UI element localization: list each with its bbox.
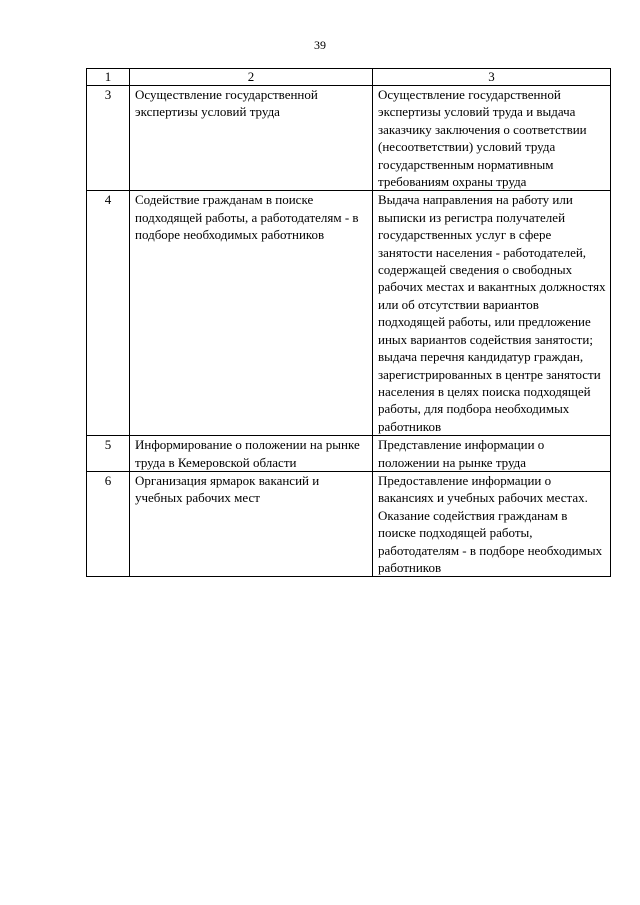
table-header-row xyxy=(87,69,611,86)
service-result: Выдача направления на работу или выписки из регистра получателей государственных услуг в сфере занятости населения - работодателей, содержащей сведения о свободных рабочих местах и вакантных должностях или об отсутствии вариантов подходящей работы, или предложение иных вариантов содействия занятости; выдача перечня кандидатур граждан, зарегистрированных в центре занятости населения в целях поиска подходящей работы, для подбора необходимых работников xyxy=(373,191,611,436)
row-number: 6 xyxy=(87,471,130,576)
services-table xyxy=(86,68,611,577)
service-name: Организация ярмарок вакансий и учебных рабочих мест xyxy=(130,471,373,576)
service-result: Представление информации о положении на рынке труда xyxy=(373,436,611,472)
table-row xyxy=(87,191,611,436)
table-row xyxy=(87,436,611,472)
service-name: Содействие гражданам в поиске подходящей работы, а работодателям - в подборе необходимых работников xyxy=(130,191,373,436)
service-name: Осуществление государственной экспертизы условий труда xyxy=(130,86,373,191)
row-number: 5 xyxy=(87,436,130,472)
page-number: 39 xyxy=(314,38,326,52)
column-header-2: 2 xyxy=(130,69,373,86)
table-row xyxy=(87,86,611,191)
service-result: Осуществление государственной экспертизы условий труда и выдача заказчику заключения о соответствии (несоответствии) условий труда государственным нормативным требованиям охраны труда xyxy=(373,86,611,191)
service-result: Предоставление информации о вакансиях и учебных рабочих местах. Оказание содействия гражданам в поиске подходящей работы, работодателям - в подборе необходимых работников xyxy=(373,471,611,576)
table-row xyxy=(87,471,611,576)
row-number: 3 xyxy=(87,86,130,191)
row-number: 4 xyxy=(87,191,130,436)
column-header-1: 1 xyxy=(87,69,130,86)
column-header-3: 3 xyxy=(373,69,611,86)
service-name: Информирование о положении на рынке труда в Кемеровской области xyxy=(130,436,373,472)
